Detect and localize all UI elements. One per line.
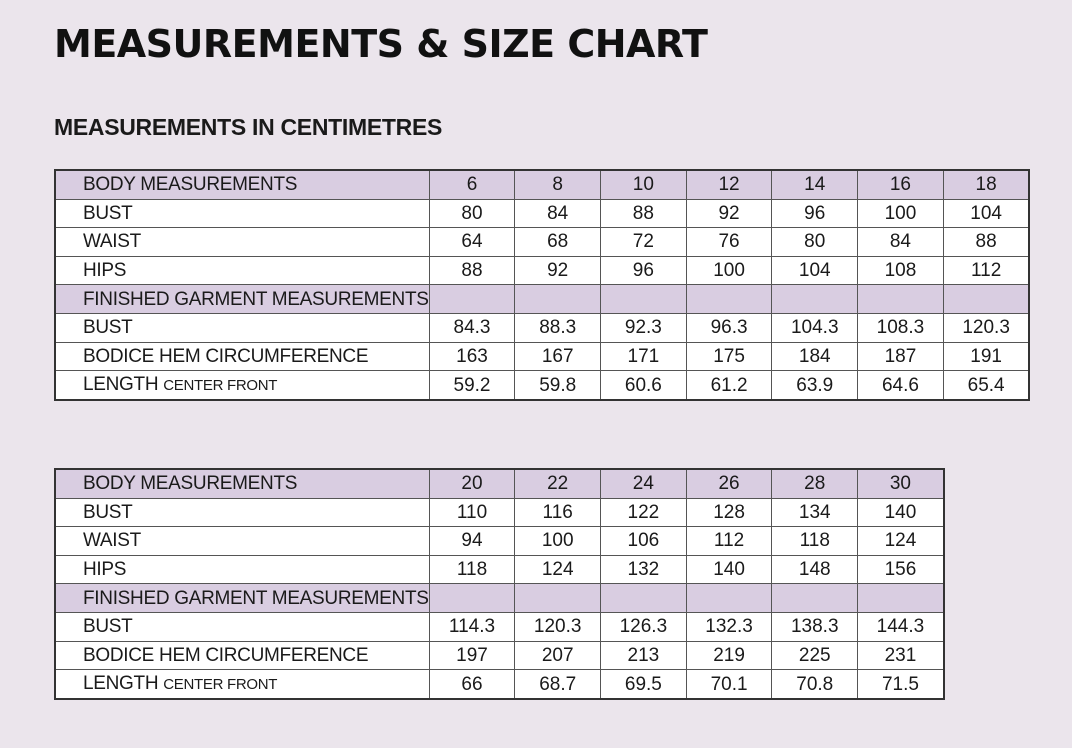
empty-header-cell xyxy=(515,584,601,613)
size-chart-table-1 xyxy=(54,169,1030,401)
measurement-cell: 171 xyxy=(601,342,687,371)
row-label-cell xyxy=(55,342,429,371)
body-measurements-header-row xyxy=(55,170,1029,199)
size-header: 16 xyxy=(858,170,944,199)
measurement-cell: 144.3 xyxy=(858,612,944,641)
section-header-body: BODY MEASUREMENTS xyxy=(55,469,429,498)
size-header: 8 xyxy=(515,170,601,199)
body-measurements-header-row xyxy=(55,469,944,498)
table-row xyxy=(55,313,1029,342)
size-header: 24 xyxy=(601,469,687,498)
measurement-cell: 108 xyxy=(858,256,944,285)
measurement-cell: 112 xyxy=(943,256,1029,285)
measurement-cell: 72 xyxy=(601,228,687,257)
row-label: WAIST xyxy=(55,228,429,257)
measurement-cell: 104 xyxy=(943,199,1029,228)
measurement-cell: 88 xyxy=(429,256,515,285)
table-row xyxy=(55,228,1029,257)
table-row xyxy=(55,641,944,670)
measurement-cell: 61.2 xyxy=(686,371,772,401)
row-label: LENGTH xyxy=(83,374,159,396)
measurement-cell: 124 xyxy=(858,527,944,556)
row-label-cell xyxy=(55,670,429,700)
measurement-cell: 94 xyxy=(429,527,515,556)
measurement-cell: 104 xyxy=(772,256,858,285)
empty-header-cell xyxy=(943,285,1029,314)
measurement-cell: 118 xyxy=(429,555,515,584)
table-row xyxy=(55,555,944,584)
row-sublabel: CENTER FRONT xyxy=(163,676,278,694)
section-header-garment: FINISHED GARMENT MEASUREMENTS xyxy=(55,285,429,314)
empty-header-cell xyxy=(429,584,515,613)
empty-header-cell xyxy=(858,285,944,314)
measurement-cell: 59.2 xyxy=(429,371,515,401)
measurement-cell: 122 xyxy=(601,498,687,527)
measurement-cell: 140 xyxy=(686,555,772,584)
empty-header-cell xyxy=(601,285,687,314)
section-header-body: BODY MEASUREMENTS xyxy=(55,170,429,199)
measurement-cell: 100 xyxy=(858,199,944,228)
measurement-cell: 213 xyxy=(601,641,687,670)
measurement-cell: 92.3 xyxy=(601,313,687,342)
measurement-cell: 167 xyxy=(515,342,601,371)
finished-garment-header-row xyxy=(55,584,944,613)
measurement-cell: 207 xyxy=(515,641,601,670)
measurement-cell: 118 xyxy=(772,527,858,556)
measurement-cell: 184 xyxy=(772,342,858,371)
row-label: BUST xyxy=(55,498,429,527)
measurement-cell: 138.3 xyxy=(772,612,858,641)
size-chart-table-2 xyxy=(54,468,945,700)
measurement-cell: 68.7 xyxy=(515,670,601,700)
row-label: BODICE HEM CIRCUMFERENCE xyxy=(83,345,369,367)
table-row xyxy=(55,256,1029,285)
measurement-cell: 132 xyxy=(601,555,687,584)
section-header-garment: FINISHED GARMENT MEASUREMENTS xyxy=(55,584,429,613)
measurement-cell: 84.3 xyxy=(429,313,515,342)
table-row xyxy=(55,527,944,556)
measurement-cell: 104.3 xyxy=(772,313,858,342)
measurement-cell: 106 xyxy=(601,527,687,556)
measurement-cell: 64.6 xyxy=(858,371,944,401)
empty-header-cell xyxy=(772,584,858,613)
measurement-cell: 80 xyxy=(772,228,858,257)
size-header: 14 xyxy=(772,170,858,199)
table-row xyxy=(55,199,1029,228)
units-subtitle: MEASUREMENTS IN CENTIMETRES xyxy=(54,114,443,140)
row-label-cell xyxy=(55,371,429,401)
row-label: BUST xyxy=(83,616,133,638)
measurement-cell: 110 xyxy=(429,498,515,527)
empty-header-cell xyxy=(686,584,772,613)
measurement-cell: 112 xyxy=(686,527,772,556)
size-header: 20 xyxy=(429,469,515,498)
measurement-cell: 231 xyxy=(858,641,944,670)
measurement-cell: 120.3 xyxy=(943,313,1029,342)
row-label: LENGTH xyxy=(83,673,159,695)
size-header: 12 xyxy=(686,170,772,199)
empty-header-cell xyxy=(772,285,858,314)
size-header: 6 xyxy=(429,170,515,199)
measurement-cell: 60.6 xyxy=(601,371,687,401)
measurement-cell: 68 xyxy=(515,228,601,257)
measurement-cell: 148 xyxy=(772,555,858,584)
measurement-cell: 96 xyxy=(772,199,858,228)
measurement-cell: 124 xyxy=(515,555,601,584)
measurement-cell: 191 xyxy=(943,342,1029,371)
measurement-cell: 66 xyxy=(429,670,515,700)
measurement-cell: 88.3 xyxy=(515,313,601,342)
table-row xyxy=(55,498,944,527)
measurement-cell: 84 xyxy=(858,228,944,257)
size-header: 28 xyxy=(772,469,858,498)
measurement-cell: 128 xyxy=(686,498,772,527)
table-row xyxy=(55,670,944,700)
measurement-cell: 76 xyxy=(686,228,772,257)
measurement-cell: 120.3 xyxy=(515,612,601,641)
row-label: BUST xyxy=(83,317,133,339)
row-label: HIPS xyxy=(55,256,429,285)
measurement-cell: 65.4 xyxy=(943,371,1029,401)
measurement-cell: 187 xyxy=(858,342,944,371)
empty-header-cell xyxy=(429,285,515,314)
row-label: WAIST xyxy=(55,527,429,556)
measurement-cell: 84 xyxy=(515,199,601,228)
measurement-cell: 80 xyxy=(429,199,515,228)
measurement-cell: 100 xyxy=(686,256,772,285)
measurement-cell: 132.3 xyxy=(686,612,772,641)
size-header: 30 xyxy=(858,469,944,498)
measurement-cell: 126.3 xyxy=(601,612,687,641)
table-row xyxy=(55,371,1029,401)
measurement-cell: 114.3 xyxy=(429,612,515,641)
row-label: HIPS xyxy=(55,555,429,584)
measurement-cell: 175 xyxy=(686,342,772,371)
measurement-cell: 63.9 xyxy=(772,371,858,401)
row-label-cell xyxy=(55,612,429,641)
empty-header-cell xyxy=(686,285,772,314)
measurement-cell: 219 xyxy=(686,641,772,670)
row-label-cell xyxy=(55,641,429,670)
measurement-cell: 96 xyxy=(601,256,687,285)
measurement-cell: 92 xyxy=(515,256,601,285)
measurement-cell: 96.3 xyxy=(686,313,772,342)
measurement-cell: 225 xyxy=(772,641,858,670)
size-header: 26 xyxy=(686,469,772,498)
measurement-cell: 116 xyxy=(515,498,601,527)
measurement-cell: 71.5 xyxy=(858,670,944,700)
row-label-cell xyxy=(55,313,429,342)
size-header: 10 xyxy=(601,170,687,199)
measurement-cell: 140 xyxy=(858,498,944,527)
page-title: MEASUREMENTS & SIZE CHART xyxy=(54,22,708,66)
measurement-cell: 88 xyxy=(601,199,687,228)
measurement-cell: 88 xyxy=(943,228,1029,257)
measurement-cell: 70.1 xyxy=(686,670,772,700)
finished-garment-header-row xyxy=(55,285,1029,314)
measurement-cell: 70.8 xyxy=(772,670,858,700)
measurement-cell: 156 xyxy=(858,555,944,584)
measurement-cell: 134 xyxy=(772,498,858,527)
measurement-cell: 64 xyxy=(429,228,515,257)
row-label: BUST xyxy=(55,199,429,228)
empty-header-cell xyxy=(858,584,944,613)
table-row xyxy=(55,342,1029,371)
empty-header-cell xyxy=(515,285,601,314)
row-sublabel: CENTER FRONT xyxy=(163,377,278,395)
row-label: BODICE HEM CIRCUMFERENCE xyxy=(83,644,369,666)
measurement-cell: 197 xyxy=(429,641,515,670)
measurement-cell: 92 xyxy=(686,199,772,228)
measurement-cell: 163 xyxy=(429,342,515,371)
measurement-cell: 108.3 xyxy=(858,313,944,342)
table-row xyxy=(55,612,944,641)
measurement-cell: 59.8 xyxy=(515,371,601,401)
size-header: 18 xyxy=(943,170,1029,199)
size-header: 22 xyxy=(515,469,601,498)
measurement-cell: 69.5 xyxy=(601,670,687,700)
empty-header-cell xyxy=(601,584,687,613)
measurement-cell: 100 xyxy=(515,527,601,556)
